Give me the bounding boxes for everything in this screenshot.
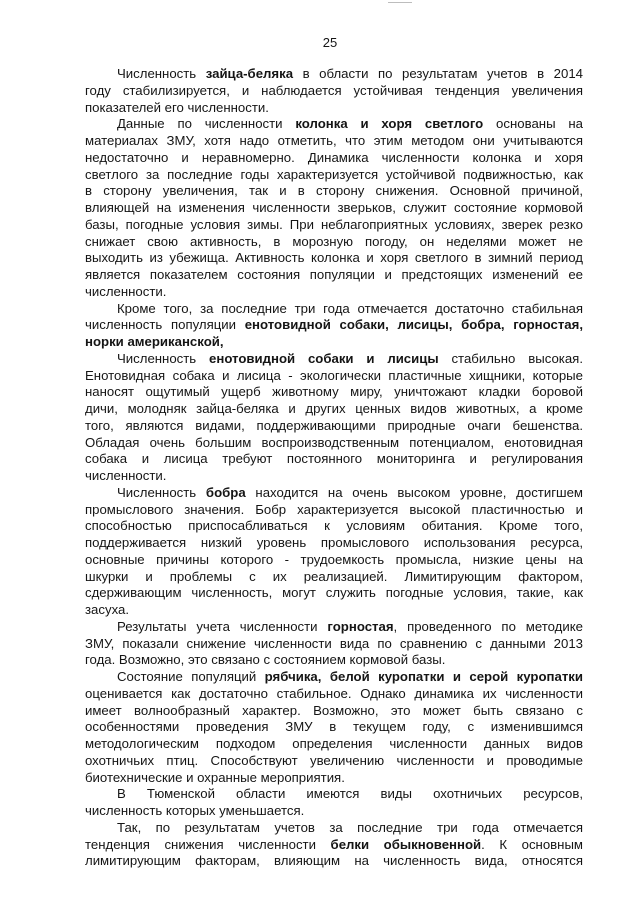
paragraph — [85, 485, 583, 619]
bold-term: белки обыкновенной — [330, 836, 482, 852]
paragraph — [85, 619, 583, 669]
text-segment: лимитирующим факторам, влияющим на численность вида, относятся — [85, 853, 583, 869]
text-segment: Численность — [117, 484, 206, 500]
text-line — [85, 200, 583, 217]
text-line — [85, 183, 583, 200]
paragraph — [85, 820, 583, 870]
text-line — [85, 150, 583, 167]
text-segment: численность которых уменьшается. — [85, 803, 305, 818]
text-line — [85, 468, 583, 485]
text-segment: Обладая очень большим воспроизводственным потенциалом, енотовидная — [85, 434, 583, 450]
text-line — [85, 703, 583, 720]
text-segment: численность популяции — [85, 317, 245, 333]
text-segment: , проведенного по методике — [393, 618, 583, 634]
text-line — [85, 66, 583, 83]
text-segment: собака и лисица требуют постоянного мониторинга и регулирования — [85, 451, 583, 467]
text-segment: промыслового значения. Бобр характеризуется высокой пластичностью и — [85, 501, 583, 517]
text-line — [85, 334, 583, 351]
page-number: 25 — [322, 35, 338, 50]
bold-term: колонка и хоря светлого — [295, 116, 484, 132]
text-line — [85, 669, 583, 686]
text-line — [85, 552, 583, 569]
text-line — [85, 786, 583, 803]
text-line — [85, 234, 583, 251]
text-line — [85, 652, 583, 669]
text-line — [85, 485, 583, 502]
text-segment: выходить из убежища. Активность колонка и хоря светлого в зимний период — [85, 250, 583, 266]
text-segment: В Тюменской области имеются виды охотничьих ресурсов, — [117, 786, 583, 802]
text-segment: влияющей на изменения численности зверьков, служит состояние кормовой — [85, 200, 583, 215]
text-line — [85, 770, 583, 787]
text-segment: в области по результатам учетов в 2014 — [293, 66, 583, 81]
text-segment: года. Возможно, это связано с состоянием кормовой базы. — [85, 652, 446, 668]
text-line — [85, 418, 583, 435]
text-line — [85, 451, 583, 468]
text-segment: стабильно высокая. — [438, 350, 583, 366]
text-segment: является показателем состояния популяции и предстоящих изменений ее — [85, 267, 583, 282]
text-line — [85, 820, 583, 837]
text-segment: Состояние популяций — [117, 669, 265, 684]
bold-term: бобра — [205, 484, 246, 500]
text-segment: светлого за последние годы характеризуется устойчивой подвижностью, как — [85, 166, 583, 182]
text-segment: особенностями проведения ЗМУ в текущем году, с изменившимся — [85, 719, 583, 735]
text-segment: Кроме того, за последние три года отмечается достаточно стабильная — [117, 300, 583, 316]
text-segment: Енотовидная собака и лисица - экологически пластичные хищники, которые — [85, 367, 583, 383]
text-line — [85, 267, 583, 284]
paragraph — [85, 301, 583, 351]
text-segment: сдерживающим численность, могут служить погодные условия, такие, как — [85, 585, 583, 601]
text-segment: численности. — [85, 468, 167, 483]
text-line — [85, 368, 583, 385]
text-segment: оценивается как достаточно стабильное. Однако динамика их численности — [85, 685, 583, 701]
text-line — [85, 351, 583, 368]
text-line — [85, 753, 583, 770]
paragraph — [85, 66, 583, 116]
scan-artifact-line — [388, 2, 412, 3]
text-segment: Численность — [117, 66, 206, 81]
text-segment: дичи, молодняк зайца-беляка и других ценных видов животных, а кроме — [85, 401, 583, 416]
text-line — [85, 217, 583, 234]
text-segment: Так, по результатам учетов за последние три года отмечается — [117, 819, 583, 835]
paragraph — [85, 351, 583, 485]
text-segment: численности. — [85, 283, 167, 299]
text-line — [85, 284, 583, 301]
text-line — [85, 803, 583, 820]
text-segment: методологическим подходом определения численности данных видов — [85, 736, 583, 751]
text-line — [85, 585, 583, 602]
text-line — [85, 736, 583, 753]
text-line — [85, 518, 583, 535]
text-segment: имеет волнообразный характер. Возможно, это может быть связано с — [85, 702, 583, 718]
paragraph — [85, 669, 583, 786]
bold-term: горностая — [327, 618, 394, 634]
text-segment: способностью приспосабливаться к условиям обитания. Кроме того, — [85, 518, 583, 534]
text-segment: снижает свою активность, в морозную погоду, он неделями может не — [85, 233, 583, 249]
text-segment: Численность — [117, 350, 210, 366]
text-segment: находится на очень высоком уровне, достигшем — [245, 484, 583, 500]
text-line — [85, 401, 583, 418]
text-line — [85, 535, 583, 552]
text-segment: поддерживается низкий уровень промыслового использования ресурса, — [85, 535, 583, 550]
text-segment: биотехнические и охранные мероприятия. — [85, 769, 345, 785]
text-segment: Данные по численности — [117, 116, 296, 132]
text-segment: шкурки и проблемы с их реализацией. Лимитирующим фактором, — [85, 568, 583, 584]
text-line — [85, 250, 583, 267]
text-line — [85, 133, 583, 150]
text-segment: показателей его численности. — [85, 99, 269, 115]
bold-term: енотовидной собаки и лисицы — [209, 350, 439, 366]
text-segment: тенденция снижения численности — [85, 836, 331, 852]
text-line — [85, 317, 583, 334]
text-segment: охотничьих птиц. Способствуют увеличению численности и проводимые — [85, 752, 583, 768]
text-line — [85, 853, 583, 870]
text-line — [85, 569, 583, 586]
text-line — [85, 686, 583, 703]
text-segment: базы, погодные условия зимы. При неблагоприятных условиях, зверек резко — [85, 216, 583, 232]
bold-term: рябчика, белой куропатки и серой куропатки — [264, 669, 583, 684]
text-segment: в сторону увеличения, так и в сторону снижения. Основной причиной, — [85, 183, 583, 199]
text-segment: основаны на — [483, 116, 583, 132]
text-line — [85, 435, 583, 452]
text-line — [85, 837, 583, 854]
text-line — [85, 83, 583, 100]
text-segment: недостаточно и неравномерно. Динамика численности колонка и хоря — [85, 149, 583, 165]
bold-term: зайца-беляка — [205, 66, 294, 81]
text-line — [85, 384, 583, 401]
text-line — [85, 636, 583, 653]
text-line — [85, 502, 583, 519]
text-line — [85, 116, 583, 133]
bold-term: енотовидной собаки, лисицы, бобра, горностая, — [244, 317, 583, 333]
text-line — [85, 167, 583, 184]
text-segment: засуха. — [85, 602, 130, 617]
text-line — [85, 619, 583, 636]
text-segment: наносят ощутимый ущерб животному миру, уничтожают кладки боровой — [85, 384, 583, 400]
text-line — [85, 719, 583, 736]
text-segment: материалах ЗМУ, хотя надо отметить, что этим методом они учитываются — [85, 133, 583, 148]
text-segment: Результаты учета численности — [117, 618, 328, 634]
text-line — [85, 100, 583, 117]
page-body — [85, 66, 583, 870]
text-segment: ЗМУ, показали снижение численности вида по сравнению с данными 2013 — [85, 635, 583, 651]
text-segment: того, являются видами, поддерживающими природные очаги бешенства. — [85, 417, 583, 433]
bold-term: норки американской, — [85, 334, 224, 349]
text-segment: году стабилизируется, и наблюдается устойчивая тенденция увеличения — [85, 82, 583, 98]
paragraph — [85, 786, 583, 820]
text-line — [85, 602, 583, 619]
paragraph — [85, 116, 583, 300]
text-line — [85, 301, 583, 318]
text-segment: . К основным — [481, 836, 583, 852]
text-segment: основные причины которого - трудоемкость промысла, низкие цены на — [85, 551, 583, 567]
